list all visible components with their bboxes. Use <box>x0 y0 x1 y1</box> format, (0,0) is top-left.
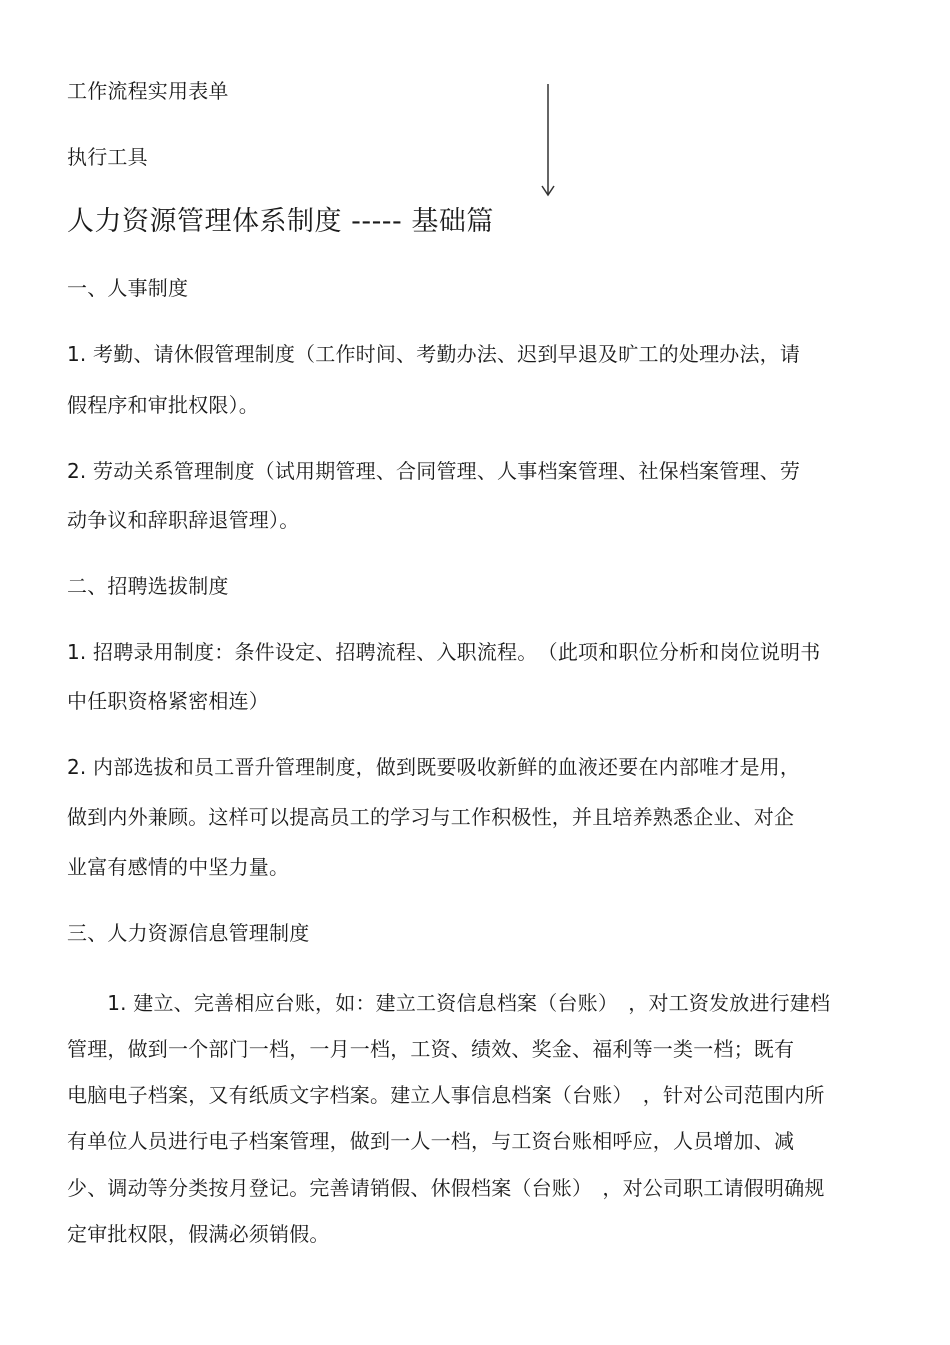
down-arrow-icon <box>538 84 558 198</box>
paragraph-line: 业富有感情的中坚力量。 <box>67 855 290 879</box>
paragraph-line: 定审批权限，假满必须销假。 <box>67 1222 330 1246</box>
paragraph-line: 有单位人员进行电子档案管理，做到一人一档，与工资台账相呼应，人员增加、减 <box>67 1129 795 1153</box>
header-line-2: 执行工具 <box>67 145 148 169</box>
paragraph-line: 2. 内部选拔和员工晋升管理制度，做到既要吸收新鲜的血液还要在内部唯才是用， <box>67 755 801 779</box>
header-line-1: 工作流程实用表单 <box>67 79 229 103</box>
section-heading: 二、招聘选拔制度 <box>67 574 229 598</box>
paragraph-line: 1. 招聘录用制度：条件设定、招聘流程、入职流程。 （此项和职位分析和岗位说明书 <box>67 640 821 664</box>
paragraph-line: 做到内外兼顾。这样可以提高员工的学习与工作积极性，并且培养熟悉企业、对企 <box>67 805 795 829</box>
section-heading: 一、人事制度 <box>67 276 189 300</box>
paragraph-line: 动争议和辞职辞退管理）。 <box>67 508 300 532</box>
paragraph-line: 1. 考勤、请休假管理制度（工作时间、考勤办法、迟到早退及旷工的处理办法，请 <box>67 342 801 366</box>
paragraph-line: 假程序和审批权限）。 <box>67 393 259 417</box>
paragraph-line: 电脑电子档案，又有纸质文字档案。建立人事信息档案（台账） ，针对公司范围内所 <box>67 1083 825 1107</box>
paragraph-line: 1. 建立、完善相应台账，如：建立工资信息档案（台账） ，对工资发放进行建档 <box>87 991 831 1015</box>
paragraph-line: 中任职资格紧密相连） <box>67 689 269 713</box>
section-heading: 三、人力资源信息管理制度 <box>67 921 310 945</box>
paragraph-line: 管理，做到一个部门一档，一月一档，工资、绩效、奖金、福利等一类一档；既有 <box>67 1037 795 1061</box>
paragraph-line: 2. 劳动关系管理制度（试用期管理、合同管理、人事档案管理、社保档案管理、劳 <box>67 459 801 483</box>
document-title: 人力资源管理体系制度 ----- 基础篇 <box>67 206 494 237</box>
paragraph-line: 少、调动等分类按月登记。完善请销假、休假档案（台账） ，对公司职工请假明确规 <box>67 1176 825 1200</box>
